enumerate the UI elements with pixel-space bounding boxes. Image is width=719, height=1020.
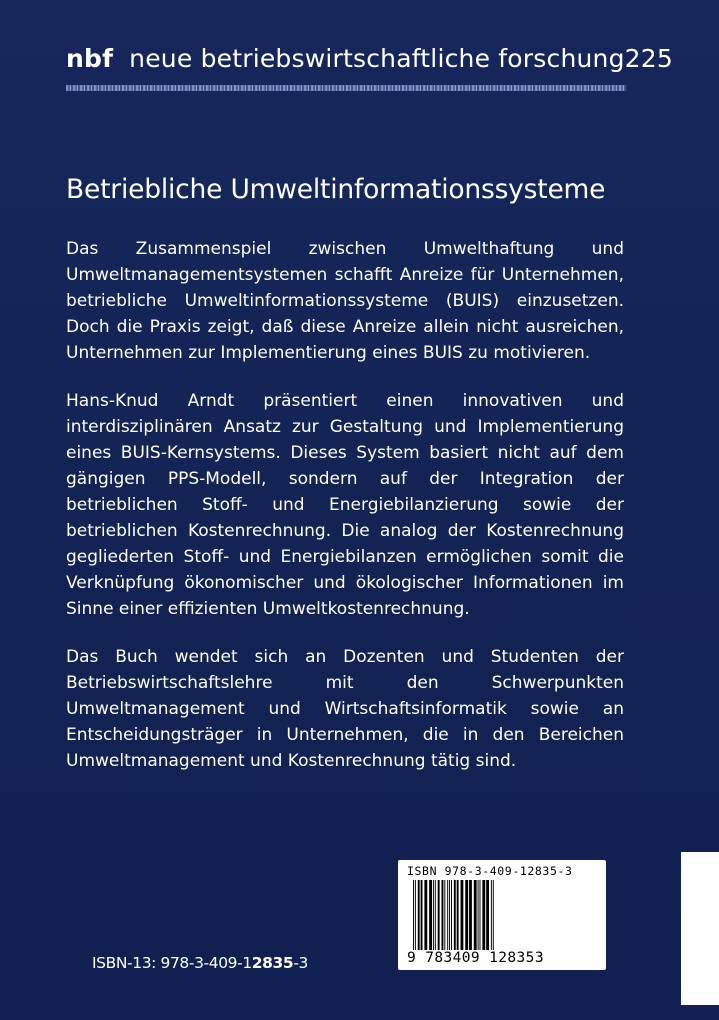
barcode-bar <box>424 880 427 950</box>
barcode-bar <box>429 880 432 950</box>
barcode-bar <box>478 880 479 950</box>
series-number: 225 <box>624 44 673 73</box>
barcode-bar <box>486 880 489 950</box>
barcode-bar <box>457 880 459 950</box>
blurb-paragraph-3: Das Buch wendet sich an Dozenten und Studenten der Betriebswirtschaftslehre mit den Schwerpunkten Umweltmanagement und Wirtschaftsinformatik sowie an Entscheidungsträger in Unternehmen, die in den Bereichen Umweltmanagement und Kostenrechnung tätig sind. <box>66 647 624 771</box>
series-name: neue betriebswirtschaftliche forschung <box>129 44 625 73</box>
barcode-bar <box>442 880 444 950</box>
barcode-bar <box>415 880 416 950</box>
barcode-bar <box>491 880 492 950</box>
blurb <box>66 236 624 796</box>
barcode-bar <box>454 880 456 950</box>
barcode-bar <box>447 880 448 950</box>
barcode-bar <box>444 880 445 950</box>
price-sticker-area <box>681 852 719 1005</box>
series-abbreviation: nbf <box>66 44 114 73</box>
barcode-bars <box>411 880 601 950</box>
barcode-bar <box>493 880 494 950</box>
barcode-bar <box>461 880 464 950</box>
barcode-bar <box>451 880 452 950</box>
barcode-bar <box>438 880 440 950</box>
isbn13-suffix: -3 <box>293 954 308 972</box>
barcode-bar <box>480 880 481 950</box>
barcode-bar <box>421 880 423 950</box>
barcode-bar <box>418 880 420 950</box>
isbn13-bold: 2835 <box>251 954 294 972</box>
barcode-bar <box>433 880 434 950</box>
barcode-bar <box>465 880 468 950</box>
header-rule <box>66 85 626 91</box>
book-title: Betriebliche Umweltinformationssysteme <box>66 174 606 205</box>
barcode-bar <box>474 880 477 950</box>
barcode-digits: 9 783409 128353 <box>407 950 544 966</box>
barcode-bar <box>435 880 436 950</box>
blurb-paragraph-2: Hans-Knud Arndt präsentiert einen innovativen und interdisziplinären Ansatz zur Gestaltung und Implementierung eines BUIS-Kernsystems. Dieses System basiert nicht auf dem gängigen PPS-Modell, sondern auf der Integration der betrieblichen Stoff- und Energiebilanzierung sowie der betrieblichen Kostenrechnung. Die analog der Kostenrechnung gegliederten Stoff- und Energiebilanzen ermöglichen somit die Verknüpfung ökonomischer und ökologischer Informationen im Sinne einer effizienten Umweltkostenrechnung. <box>66 391 624 619</box>
series-header <box>66 44 673 80</box>
barcode-bar <box>482 880 485 950</box>
barcode-bar <box>413 880 414 950</box>
isbn13 <box>92 954 308 972</box>
isbn13-prefix: ISBN-13: 978-3-409-1 <box>92 954 252 972</box>
blurb-paragraph-1: Das Zusammenspiel zwischen Umwelthaftung und Umweltmanagementsystemen schafft Anreize für Unternehmen, betriebliche Umweltinformationssysteme (BUIS) einzusetzen. Doch die Praxis zeigt, daß diese Anreize allein nicht ausreichen, Unternehmen zur Implementierung eines BUIS zu motivieren. <box>66 239 624 363</box>
barcode-isbn-label: ISBN 978-3-409-12835-3 <box>407 864 573 878</box>
barcode-bar <box>469 880 472 950</box>
barcode-bar <box>449 880 450 950</box>
